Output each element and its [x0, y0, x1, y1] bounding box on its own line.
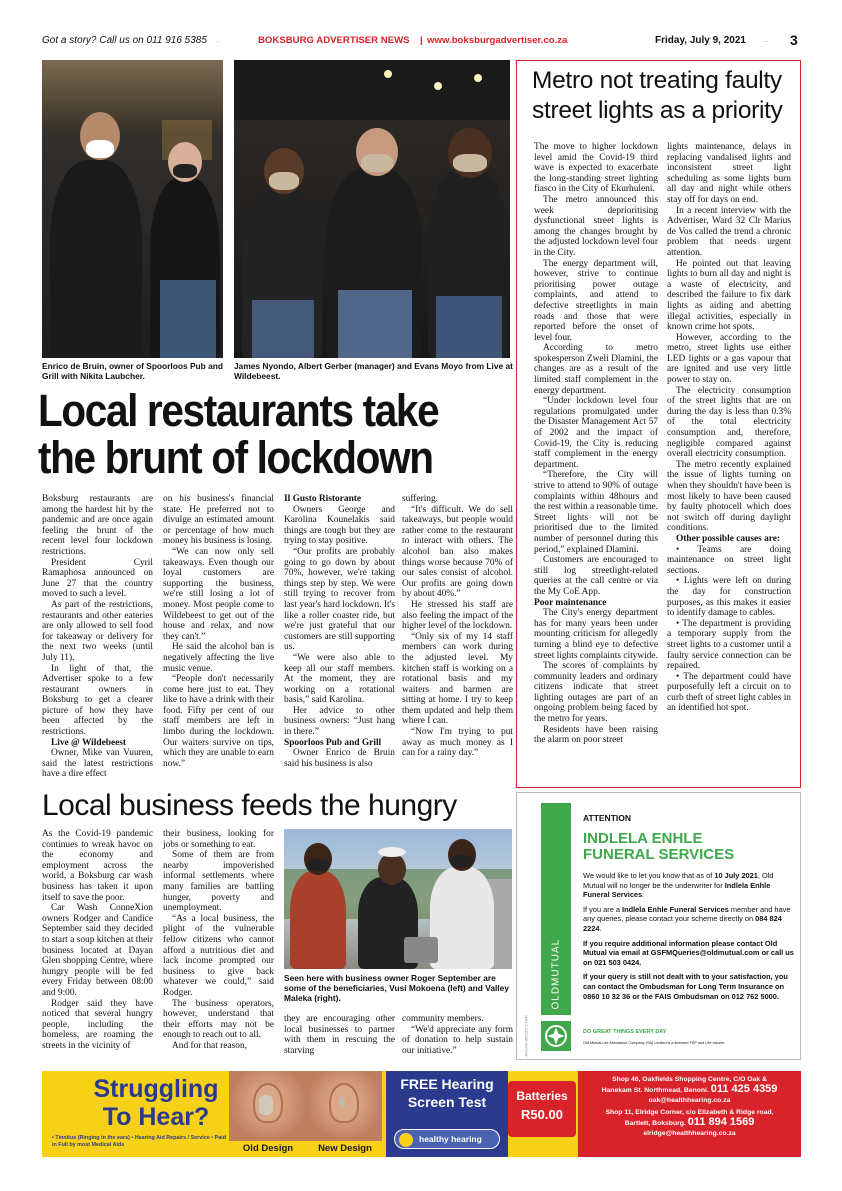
article-paragraph: “It's difficult. We do sell takeaways, but people would rather come to the restaurant to interact with others. The alcohol ban also makes things worse because 70% of our sales consist of alcohol. Our profits are going down by about 40%.”	[402, 504, 513, 600]
article-paragraph: they are encouraging other local businesses to partner with them in rescuing the starving	[284, 1014, 395, 1056]
free-test-line1: FREE Hearing	[400, 1076, 494, 1092]
article-paragraph: As part of the restrictions, restaurants and other eateries are only allowed to sell food for takeaway or delivery for the next two weeks (until July 11).	[42, 599, 153, 663]
photo-wildebeest-staff	[234, 60, 510, 358]
article-paragraph: As the Covid-19 pandemic continues to wreak havoc on the economy and employment across the world, a Boksburg car wash business has taken it upon itself to save the poor.	[42, 829, 153, 903]
article-subhead: Poor maintenance	[534, 597, 607, 608]
branch-1-email[interactable]: oak@healthhearing.co.za	[648, 1097, 731, 1104]
hearing-advert	[42, 1071, 801, 1157]
ear-icon	[399, 1133, 413, 1147]
healthy-hearing-logo	[394, 1129, 500, 1149]
article-subhead: Spoorloos Pub and Grill	[284, 737, 382, 748]
oldmutual-code: ANNNN 862352 CTMR	[523, 1015, 529, 1057]
restaurants-column-3	[284, 494, 395, 784]
oldmutual-title-line2: FUNERAL SERVICES	[583, 846, 735, 863]
article-paragraph: “Only six of my 14 staff members can work during the adjusted level. My kitchen staff is working on a rotational basis and my waiters and barmen are sitting at home. I try to keep them updated and help them where I can.	[402, 631, 513, 727]
hearing-headline-line1: Struggling	[93, 1075, 219, 1103]
oldmutual-green-band	[541, 803, 571, 1015]
article-paragraph: on his business's financial state. He preferred not to divulge an estimated amount or percentage of how much money his business is losing.	[163, 494, 274, 547]
photo-spoorloos-owners	[42, 60, 223, 358]
header-paper-name: BOKSBURG ADVERTISER NEWS	[258, 35, 410, 46]
article-paragraph: Owner, Mike van Vuuren, said the latest restrictions have a dire effect	[42, 748, 153, 780]
streetlights-column-1	[534, 142, 658, 782]
article-subhead: Other possible causes are:	[676, 533, 781, 544]
page-number: 3	[790, 32, 798, 48]
article-paragraph: The scores of complaints by community leaders and ordinary citizens indicate that street lighting outages are part of an ongoing problem being faced by the metro for years.	[534, 661, 658, 725]
article-paragraph: The move to higher lockdown level amid the Covid-19 third wave is expected to exacerbate the long-standing street lighting fiasco in the City of Ekurhuleni.	[534, 142, 658, 195]
restaurants-column-2	[163, 494, 274, 784]
hungry-headline: Local business feeds the hungry	[42, 789, 457, 822]
new-design-label: New Design	[318, 1143, 372, 1154]
article-paragraph: “As a local business, the plight of the vulnerable fellow citizens who cannot afford a nutritious diet and lack income prompted our business to give back whatever we could,” said Rodger.	[163, 913, 274, 998]
restaurants-column-4	[402, 494, 513, 784]
branch-2-address-line2: Bartlett, Boksburg. 011 894 1569	[624, 1116, 755, 1128]
article-paragraph: Her advice to other business owners: “Just hang in there.”	[284, 705, 395, 738]
oldmutual-paragraph-3: If you require additional information please contact Old Mutual via email at GSFMQueries@oldmutual.com or call us on 021 503 0424.	[583, 938, 794, 967]
oldmutual-slogan: DO GREAT THINGS EVERY DAY	[583, 1029, 667, 1035]
header-dots-left: ..	[215, 35, 220, 44]
hearing-headline	[56, 1075, 256, 1131]
article-paragraph: He said the alcohol ban is negatively affecting the live music venue.	[163, 642, 274, 674]
hearing-bullets: • Tinnitus (Ringing in the ears) • Hearing Aid Repairs / Service • Paid in Full by most Medical Aids	[52, 1135, 227, 1148]
article-paragraph: In a recent interview with the Advertiser, Ward 32 Clr Marius de Vos called the trend a chronic problem that needs urgent attention.	[667, 205, 791, 258]
article-paragraph: Owner Enrico de Bruin said his business is also	[284, 748, 395, 769]
article-paragraph: President Cyril Ramaphosa announced on June 27 that the country moved to such a level.	[42, 557, 153, 600]
free-test-panel	[386, 1071, 508, 1157]
oldmutual-paragraph-4: If your query is still not dealt with to your satisfaction, you can contact the Ombudsman for Long Term Insurance on 0860 10 32 36 or the FAIS Ombudsman on 012 762 5000.	[583, 972, 788, 1001]
photo-caption-hungry: Seen here with business owner Roger September are some of the beneficiaries, Vusi Mokoena (left) and Valley Maleka (right).	[284, 973, 509, 1003]
oldmutual-legal: Old Mutual Life Assurance Company (SA) Limited is a licensed FSP and Life Insurer.	[583, 1041, 726, 1045]
batteries-label: Batteries	[516, 1089, 568, 1103]
article-paragraph: lights maintenance, delays in replacing vandalised lights and inconsistent street light scheduling as some lights burn all day and night while others stay off for days on end.	[667, 142, 791, 205]
branch-1-phone[interactable]: 011 425 4359	[710, 1083, 778, 1095]
article-paragraph: The City's energy department has for many years been under mounting criticism for allegedly turning a blind eye to defective street lights complaints citywide.	[534, 608, 658, 661]
article-paragraph: Some of them are from nearby impoverished informal settlements where many families are battling hunger, poverty and unemployment.	[163, 850, 274, 914]
article-paragraph: “Under lockdown level four regulations promulgated under the Disaster Management Act 57 of 2002 and the impact of Covid-19, the City is reducing staff complement in the energy department.	[534, 396, 658, 470]
article-paragraph: “We were also able to keep all our staff members. At the moment, they are working on a rotational basis,” said Karolina.	[284, 652, 395, 706]
header-separator: |	[420, 35, 423, 46]
article-paragraph: The business operators, however, understand that their efforts may not be enough to reach out to all.	[163, 998, 274, 1041]
article-paragraph: “We'd appreciate any form of donation to help sustain our initiative.”	[402, 1024, 513, 1056]
article-paragraph: However, according to the metro, street lights use either LED lights or a gas vapour that are ignited and use very little power to stay on.	[667, 332, 791, 386]
branch-2-email[interactable]: elridge@healthhearing.co.za	[643, 1130, 736, 1137]
article-paragraph: Owners George and Karolina Kounelakis said things are tough but they are trying to stay positive.	[284, 504, 395, 547]
hungry-column-4	[402, 1014, 513, 1058]
oldmutual-advert	[516, 792, 801, 1060]
oldmutual-logo	[541, 1021, 571, 1051]
header-tagline: Got a story? Call us on 011 916 5385	[42, 35, 207, 46]
article-paragraph: “Now I'm trying to put away as much money as I can for a rainy day.”	[402, 727, 513, 759]
page-header	[0, 32, 842, 50]
header-dots-right: ..	[764, 35, 769, 44]
free-test-text	[386, 1075, 508, 1111]
article-paragraph: The metro recently explained the issue of lights turning on when they shouldn't have been is most likely to have been caused by faulty photocell which does not switch off during daylight conditions.	[667, 459, 791, 534]
article-paragraph: The energy department will, however, strive to continue prioritising power outage complaints, and attend to defective streetlights in main roads and those that were reported before the onset of level four.	[534, 258, 658, 343]
article-paragraph: Residents have been raising the alarm on poor street	[534, 724, 658, 746]
hearing-headline-line2: To Hear?	[102, 1103, 210, 1131]
oldmutual-title-line1: INDLELA ENHLE	[583, 830, 703, 847]
old-design-image	[229, 1071, 307, 1141]
photo-caption-middle: James Nyondo, Albert Gerber (manager) and Evans Moyo from Live at Wildebeest.	[234, 361, 513, 381]
oldmutual-brand-vertical: OLDMUTUAL	[550, 938, 562, 1010]
article-paragraph: Car Wash ConneXion owners Rodger and Candice September said they decided to start a soup kitchen at their business located at Dayan Glen shopping Centre, where hungry people will be fed every Friday between 08:00 and 9:00.	[42, 903, 153, 998]
article-paragraph: He stressed his staff are also feeling the impact of the higher level of the lockdown.	[402, 599, 513, 632]
article-paragraph: “We can now only sell takeaways. Even though our loyal customers are supporting the business, we're still losing a lot of money. Most people come to Wildebeest to get out of the house and relax, and now they can't.”	[163, 546, 274, 642]
hungry-column-2	[163, 829, 274, 1051]
oldmutual-paragraph-2: If you are a Indlela Enhle Funeral Services member and have any queries, please contact your scheme directly on 084 824 2224.	[583, 904, 791, 933]
article-paragraph: • The department is providing a temporary supply from the street lights to a customer until a faulty service connection can be repaired.	[667, 618, 791, 672]
hungry-column-1	[42, 829, 153, 1051]
streetlights-column-2	[667, 142, 791, 782]
old-design-label: Old Design	[242, 1143, 294, 1154]
photo-soup-kitchen	[284, 829, 512, 969]
article-paragraph: The electricity consumption of the street lights that are on during the day is less than 0.3% of the total electricity consumption and, therefore, negligible compared against overall electricity consumption.	[667, 385, 791, 460]
restaurants-headline-line2: the brunt of lockdown	[38, 432, 433, 483]
restaurants-headline	[38, 387, 470, 481]
hearing-contacts	[578, 1071, 801, 1157]
article-subhead: Il Gusto Ristorante	[284, 494, 362, 504]
article-paragraph: He pointed out that leaving lights to burn all day and night is a waste of electricity, and described the failure to fix dark lights as aiding and abetting illegal activities, especially in known crime hot spots.	[667, 258, 791, 333]
article-paragraph: • The department could have purposefully left a circuit on to curb theft of street light cables in an identified hot spot.	[667, 671, 791, 714]
article-paragraph: According to metro spokesperson Zweli Dlamini, the changes are as a result of the limited staff complement in the energy department.	[534, 343, 658, 396]
article-paragraph: The metro announced this week deprioritising dysfunctional street lights is among the changes brought by the adjusted lockdown level four in the City.	[534, 194, 658, 258]
healthy-hearing-brand: healthy hearing	[419, 1134, 482, 1144]
article-paragraph: Rodger said they have noticed that several hungry people, including the homeless, are roaming the streets in the vicinity of	[42, 998, 153, 1051]
oldmutual-body	[583, 871, 795, 1001]
article-paragraph: In light of that, the Advertiser spoke to a few restaurant owners in Boksburg to get a clearer picture of how they have been affected by the restrictions.	[42, 663, 153, 738]
article-subhead: Live @ Wildebeest	[51, 737, 127, 748]
oldmutual-attention: ATTENTION	[583, 813, 632, 823]
article-paragraph: “People don't necessarily come here just to eat. They like to have a drink with their food. Fifty per cent of our staff members are left in limbo during the lockdown. Our waiters survive on tips, which they are unable to earn now.”	[163, 674, 274, 769]
article-paragraph: community members.	[402, 1014, 484, 1024]
article-paragraph: their business, looking for jobs or something to eat.	[163, 829, 274, 850]
branch-2-address-line1: Shop 11, Elridge Corner, c/o Elizabeth & Ridge road,	[605, 1109, 774, 1116]
oldmutual-code-strip	[521, 1013, 531, 1057]
batteries-badge	[508, 1081, 576, 1137]
restaurants-headline-line1: Local restaurants take	[38, 385, 439, 436]
header-date: Friday, July 9, 2021	[655, 35, 746, 46]
photo-caption-left: Enrico de Bruin, owner of Spoorloos Pub and Grill with Nikita Laubcher.	[42, 361, 223, 381]
branch-1-address-line2: Hanekam St. Northmead, Benoni. 011 425 4359	[601, 1083, 778, 1095]
article-paragraph: And for that reason,	[172, 1040, 247, 1051]
article-paragraph: Boksburg restaurants are among the hardest hit by the pandemic and are once again feeling the brunt of the recent level four lockdown restrictions.	[42, 494, 153, 557]
article-paragraph: Customers are encouraged to still log streetlight-related queries at the call centre or via the My CoE App.	[534, 555, 658, 597]
oldmutual-title	[583, 831, 734, 863]
free-test-line2: Screen Test	[407, 1094, 487, 1110]
hungry-column-3	[284, 1014, 395, 1058]
new-design-image	[307, 1071, 382, 1141]
article-paragraph: suffering.	[402, 494, 439, 504]
header-website: www.boksburgadvertiser.co.za	[427, 35, 568, 46]
oldmutual-paragraph-1: We would like to let you know that as of 10 July 2021, Old Mutual will no longer be the underwriter for Indlela Enhle Funeral Services.	[583, 871, 774, 900]
article-paragraph: • Teams are doing maintenance on street light sections.	[667, 544, 791, 576]
streetlights-headline: Metro not treating faulty street lights as a priority	[532, 67, 783, 124]
oldmutual-logo-icon	[541, 1021, 571, 1051]
article-paragraph: • Lights were left on during the day for construction purposes, as this makes it easier to identify damage to cables.	[667, 576, 791, 619]
branch-1-address-line1: Shop 46, Oakfields Shopping Centre, C/O Oak &	[612, 1076, 767, 1083]
article-paragraph: “Our profits are probably going to go down by about 70%, however, we're taking things step by step. We were still trying to recover from last year's hard lockdown. It's like a roller coaster ride, but we're just grateful that our customers are still supporting us.	[284, 546, 395, 653]
restaurants-column-1	[42, 494, 153, 784]
article-paragraph: “Therefore, the City will strive to attend to 90% of outage complaints within 48hours and the rest within a reasonable time. Street lights will not be prioritised due to the limited number of personnel during this period,” explained Dlamini.	[534, 470, 658, 555]
batteries-price: R50.00	[521, 1107, 563, 1122]
branch-2-phone[interactable]: 011 894 1569	[687, 1116, 755, 1128]
